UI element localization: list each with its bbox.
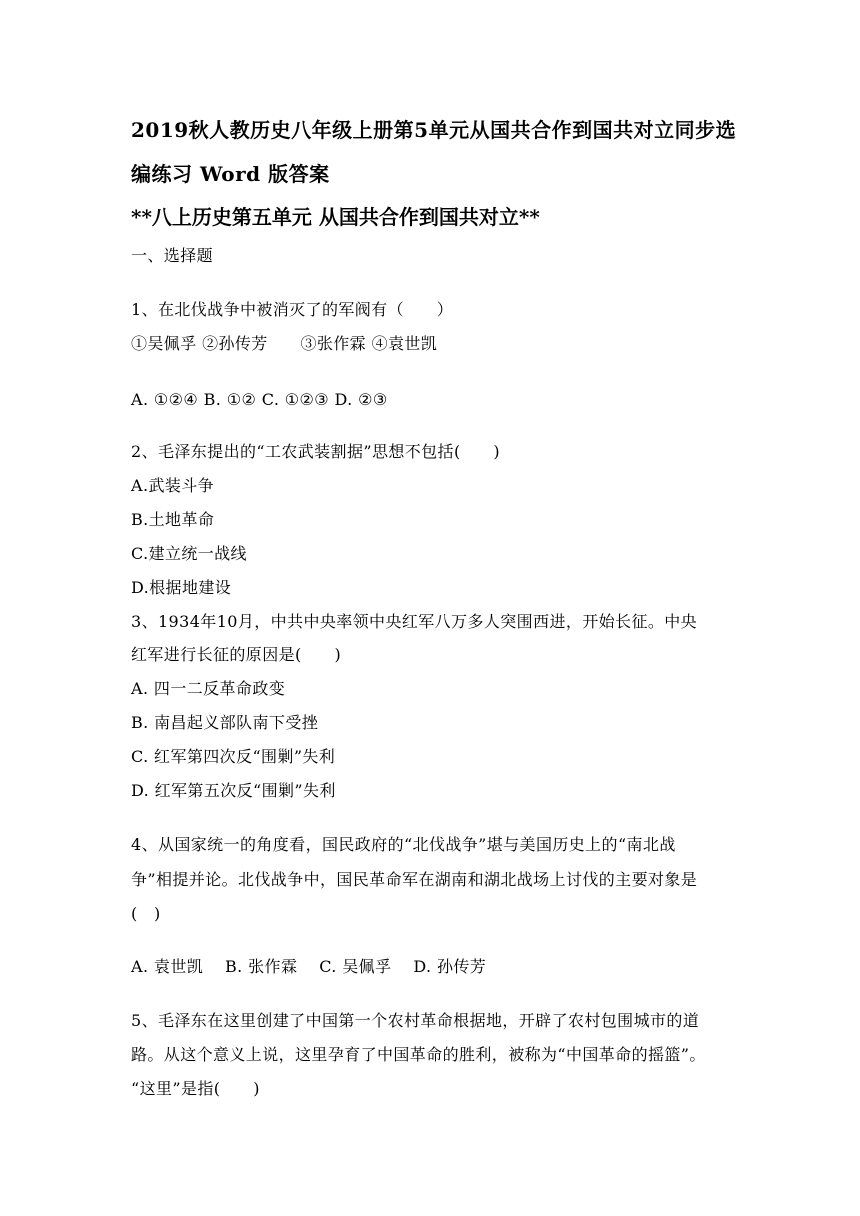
question-2-stem: 2、毛泽东提出的“工农武装割据”思想不包括( ) bbox=[131, 442, 501, 461]
question-3-option-b: B. 南昌起义部队南下受挫 bbox=[131, 713, 319, 732]
question-2-option-d: D.根据地建设 bbox=[131, 578, 232, 597]
question-1-stem: 1、在北伐战争中被消灭了的军阀有（ ） bbox=[131, 300, 454, 319]
question-2-option-c: C.建立统一战线 bbox=[131, 544, 247, 563]
question-3-stem-line-1: 3、1934年10月，中共中央率领中央红军八万多人突围西进，开始长征。中央 bbox=[131, 612, 698, 631]
question-4-options: A. 袁世凯 B. 张作霖 C. 吴佩孚 D. 孙传芳 bbox=[131, 957, 487, 976]
question-1-options: A. ①②④ B. ①② C. ①②③ D. ②③ bbox=[131, 390, 388, 409]
document-subtitle: **八上历史第五单元 从国共合作到国共对立** bbox=[131, 205, 540, 229]
question-4-stem-line-1: 4、从国家统一的角度看，国民政府的“北伐战争”堪与美国历史上的“南北战 bbox=[131, 835, 676, 854]
question-3-option-a: A. 四一二反革命政变 bbox=[131, 679, 286, 698]
question-4-stem-line-2: 争”相提并论。北伐战争中，国民革命军在湖南和湖北战场上讨伐的主要对象是 bbox=[131, 870, 698, 889]
question-2-option-a: A.武装斗争 bbox=[131, 476, 215, 495]
document-title-line-1: 2019秋人教历史八年级上册第5单元从国共合作到国共对立同步选 bbox=[131, 118, 737, 142]
question-5-stem-line-2: 路。从这个意义上说，这里孕育了中国革命的胜利，被称为“中国革命的摇篮”。 bbox=[131, 1045, 706, 1064]
question-3-stem-line-2: 红军进行长征的原因是( ) bbox=[131, 645, 342, 664]
question-3-option-c: C. 红军第四次反“围剿”失利 bbox=[131, 747, 336, 766]
question-3-option-d: D. 红军第五次反“围剿”失利 bbox=[131, 781, 336, 800]
document-title-line-2: 编练习 Word 版答案 bbox=[131, 162, 330, 186]
section-heading: 一、选择题 bbox=[131, 246, 214, 265]
question-5-stem-line-1: 5、毛泽东在这里创建了中国第一个农村革命根据地，开辟了农村包围城市的道 bbox=[131, 1011, 700, 1030]
question-2-option-b: B.土地革命 bbox=[131, 510, 215, 529]
question-4-stem-line-3: ( ) bbox=[131, 904, 161, 923]
question-5-stem-line-3: “这里”是指( ) bbox=[131, 1079, 260, 1098]
question-1-items: ①吴佩孚 ②孙传芳 ③张作霖 ④袁世凯 bbox=[131, 334, 438, 353]
